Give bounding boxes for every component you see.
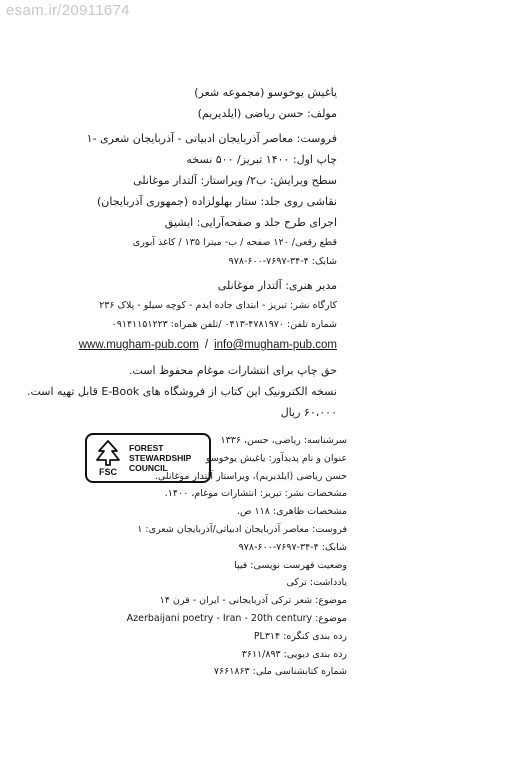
format-line: قطع رقعی/ ۱۲۰ صفحه / ب- میترا ۱۳۵ / کاغذ آبوری [132, 237, 337, 248]
link-separator: / [204, 339, 209, 351]
design-line: اجرای طرح جلد و صفحه‌آرایی: ایشیق [164, 216, 337, 229]
contact-links [67, 334, 337, 356]
book-title: یاغیش یوخوسو (مجموعه شعر) [194, 86, 337, 99]
catalog-line: عنوان و نام پدیدآور: یاغیش یوخوسو [205, 452, 347, 464]
catalog-line: موضوع: Azerbaijani poetry - Iran - 20th century [126, 612, 347, 624]
fsc-mark-text: FSC [99, 467, 117, 477]
phone-line: شماره تلفن: ۴۷۸۱۹۷۰-۰۴۱۳ /تلفن همراه: ۰۹۱۴۱۱۵۱۲۲۳ [111, 319, 337, 330]
credits-block [26, 82, 337, 423]
author-line: مولف: حسن ریاضی (ایلدیریم) [197, 107, 337, 120]
edition-line: چاپ اول: ۱۴۰۰ تبریز/ ۵۰۰ نسخه [186, 153, 337, 166]
catalog-line: رده بندی دیویی: ۳۶۱۱/۸۹۳ [241, 648, 347, 660]
cover-art-line: نقاشی روی جلد: ستار بهلولزاده (جمهوری آذربایجان) [97, 195, 337, 208]
website-link[interactable]: www.mugham-pub.com [78, 339, 199, 351]
catalog-line: رده بندی کنگره: PL۳۱۴ [253, 630, 347, 642]
catalog-line: وضعیت فهرست نویسی: فیپا [234, 559, 347, 571]
catalog-line: حسن ریاضی (ایلدیریم)، ویراستار آلتدار موغانلی. [154, 470, 347, 482]
fsc-line-forest: FOREST [129, 443, 164, 453]
catalog-line: شابک: ۴-۳۴-۷۶۹۷-۶۰۰-۹۷۸ [238, 541, 347, 553]
ebook-line: نسخه الکترونیک این کتاب از فروشگاه های E-Book قابل تهیه است. [26, 385, 337, 398]
copyright-line: حق چاپ برای انتشارات موغام محفوظ است. [128, 364, 337, 377]
catalog-line: مشخصات نشر: تبریز: انتشارات موغام، ۱۴۰۰. [164, 488, 347, 500]
catalog-block [87, 432, 347, 681]
address-line: کارگاه نشر: تبریز - ابتدای جاده ایدم - کوچه سیلو - پلاک ۲۳۶ [99, 300, 337, 311]
catalog-line: یادداشت: ترکی [286, 577, 347, 589]
fsc-line-council: COUNCIL [129, 463, 168, 473]
fsc-line-stewardship: STEWARDSHIP [129, 453, 192, 463]
editing-line: سطح ویرایش: ب۲/ ویراستار: آلتدار موغانلی [133, 174, 337, 187]
catalog-line: مشخصات ظاهری: ۱۱۸ ص. [237, 506, 347, 518]
email-link[interactable]: info@mugham-pub.com [214, 339, 337, 351]
watermark: esam.ir/20911674 [6, 2, 130, 19]
catalog-line: فروست: معاصر آذربایجان ادبیاتی/آذربایجان شعری: ۱ [137, 523, 347, 535]
art-director-line: مدیر هنری: آلتدار موغانلی [217, 279, 337, 292]
catalog-line: سرشناسه: ریاضی، حسن، ۱۳۳۶ [220, 435, 347, 446]
catalog-line: شماره کتابشناسی ملی: ۷۶۶۱۸۶۳ [213, 666, 347, 678]
price-line: ۶۰،۰۰۰ ریال [280, 406, 337, 419]
series-line: فروست: معاصر آذربایجان ادبیاتی - آذربایجان شعری -۱ [86, 132, 337, 145]
isbn-line: شابک: ۴-۳۴-۷۶۹۷-۶۰۰-۹۷۸ [228, 256, 337, 267]
catalog-line: موضوع: شعر ترکی آذربایجانی - ایران - قرن ۱۴ [159, 595, 347, 607]
